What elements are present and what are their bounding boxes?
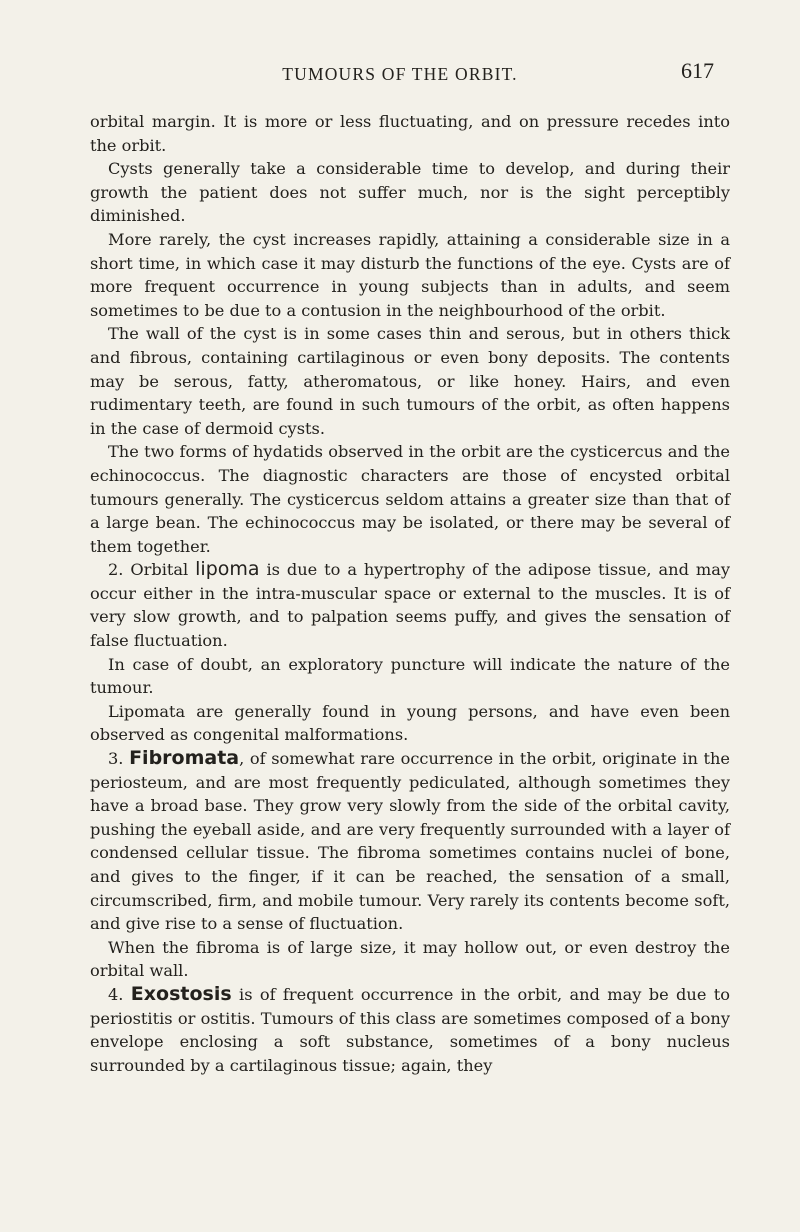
paragraph: orbital margin. It is more or less fluctuating, and on pressure recedes into the orbit.	[90, 112, 730, 155]
body-text	[90, 110, 730, 1077]
section-term: Fibromata	[129, 747, 240, 770]
paragraph: Lipomata are generally found in young persons, and have even been observed as congenital malformations.	[90, 701, 730, 745]
section-term: Exostosis	[130, 982, 232, 1005]
paragraph-exostosis: 4. Exostosis is of frequent occurrence in the orbit, and may be due to periostitis or ostitis. Tumours of this class are sometimes composed of a bony envelope enclosing a soft substance, sometimes of a bony nucleus surrounded by a cartilaginous tissue; again, they	[90, 982, 731, 1075]
paragraph: The wall of the cyst is in some cases thin and serous, but in others thick and fibrous, containing cartilaginous or even bony deposits. The contents may be serous, fatty, atheromatous, or like honey. Hairs, and even rudimentary teeth, are found in such tumours of the orbit, as often happens in the case of dermoid cysts.	[90, 324, 730, 438]
paragraph-fibromata: 3. Fibromata, of somewhat rare occurrence in the orbit, originate in the periosteum, and are most frequently pediculated, although sometimes they have a broad base. They grow very slowly from the side of the orbital cavity, pushing the eyeball aside, and are very frequently surrounded with a layer of condensed cellular tissue. The fibroma sometimes contains nuclei of bone, and gives to the finger, if it can be reached, the sensation of a small, circumscribed, firm, and mobile tumour. Very rarely its contents become soft, and give rise to a sense of fluctuation.	[90, 747, 731, 934]
running-title: TUMOURS OF THE ORBIT.	[282, 64, 518, 84]
paragraph: In case of doubt, an exploratory puncture will indicate the nature of the tumour.	[90, 654, 730, 698]
paragraph-lipoma: 2. Orbital lipoma is due to a hypertrophy of the adipose tissue, and may occur either in the intra-muscular space or external to the muscles. It is of very slow growth, and to palpation seems puffy, and gives the sensation of false fluctuation.	[90, 558, 730, 651]
section-term: lipoma	[195, 558, 260, 581]
paragraph: When the fibroma is of large size, it may hollow out, or even destroy the orbital wall.	[90, 937, 730, 981]
paragraph: Cysts generally take a considerable time to develop, and during their growth the patient does not suffer much, nor is the sight perceptibly diminished.	[90, 159, 730, 226]
page-number: 617	[681, 58, 714, 83]
paragraph: The two forms of hydatids observed in the orbit are the cysticercus and the echinococcus. The diagnostic characters are those of encysted orbital tumours generally. The cysticercus seldom attains a greater size than that of a large bean. The echinococcus may be isolated, or there may be several of them together.	[90, 442, 730, 556]
paragraph: More rarely, the cyst increases rapidly, attaining a considerable size in a short time, in which case it may disturb the functions of the eye. Cysts are of more frequent occurrence in young subjects than in adults, and seem sometimes to be due to a contusion in the neighbourhood of the orbit.	[90, 229, 730, 320]
